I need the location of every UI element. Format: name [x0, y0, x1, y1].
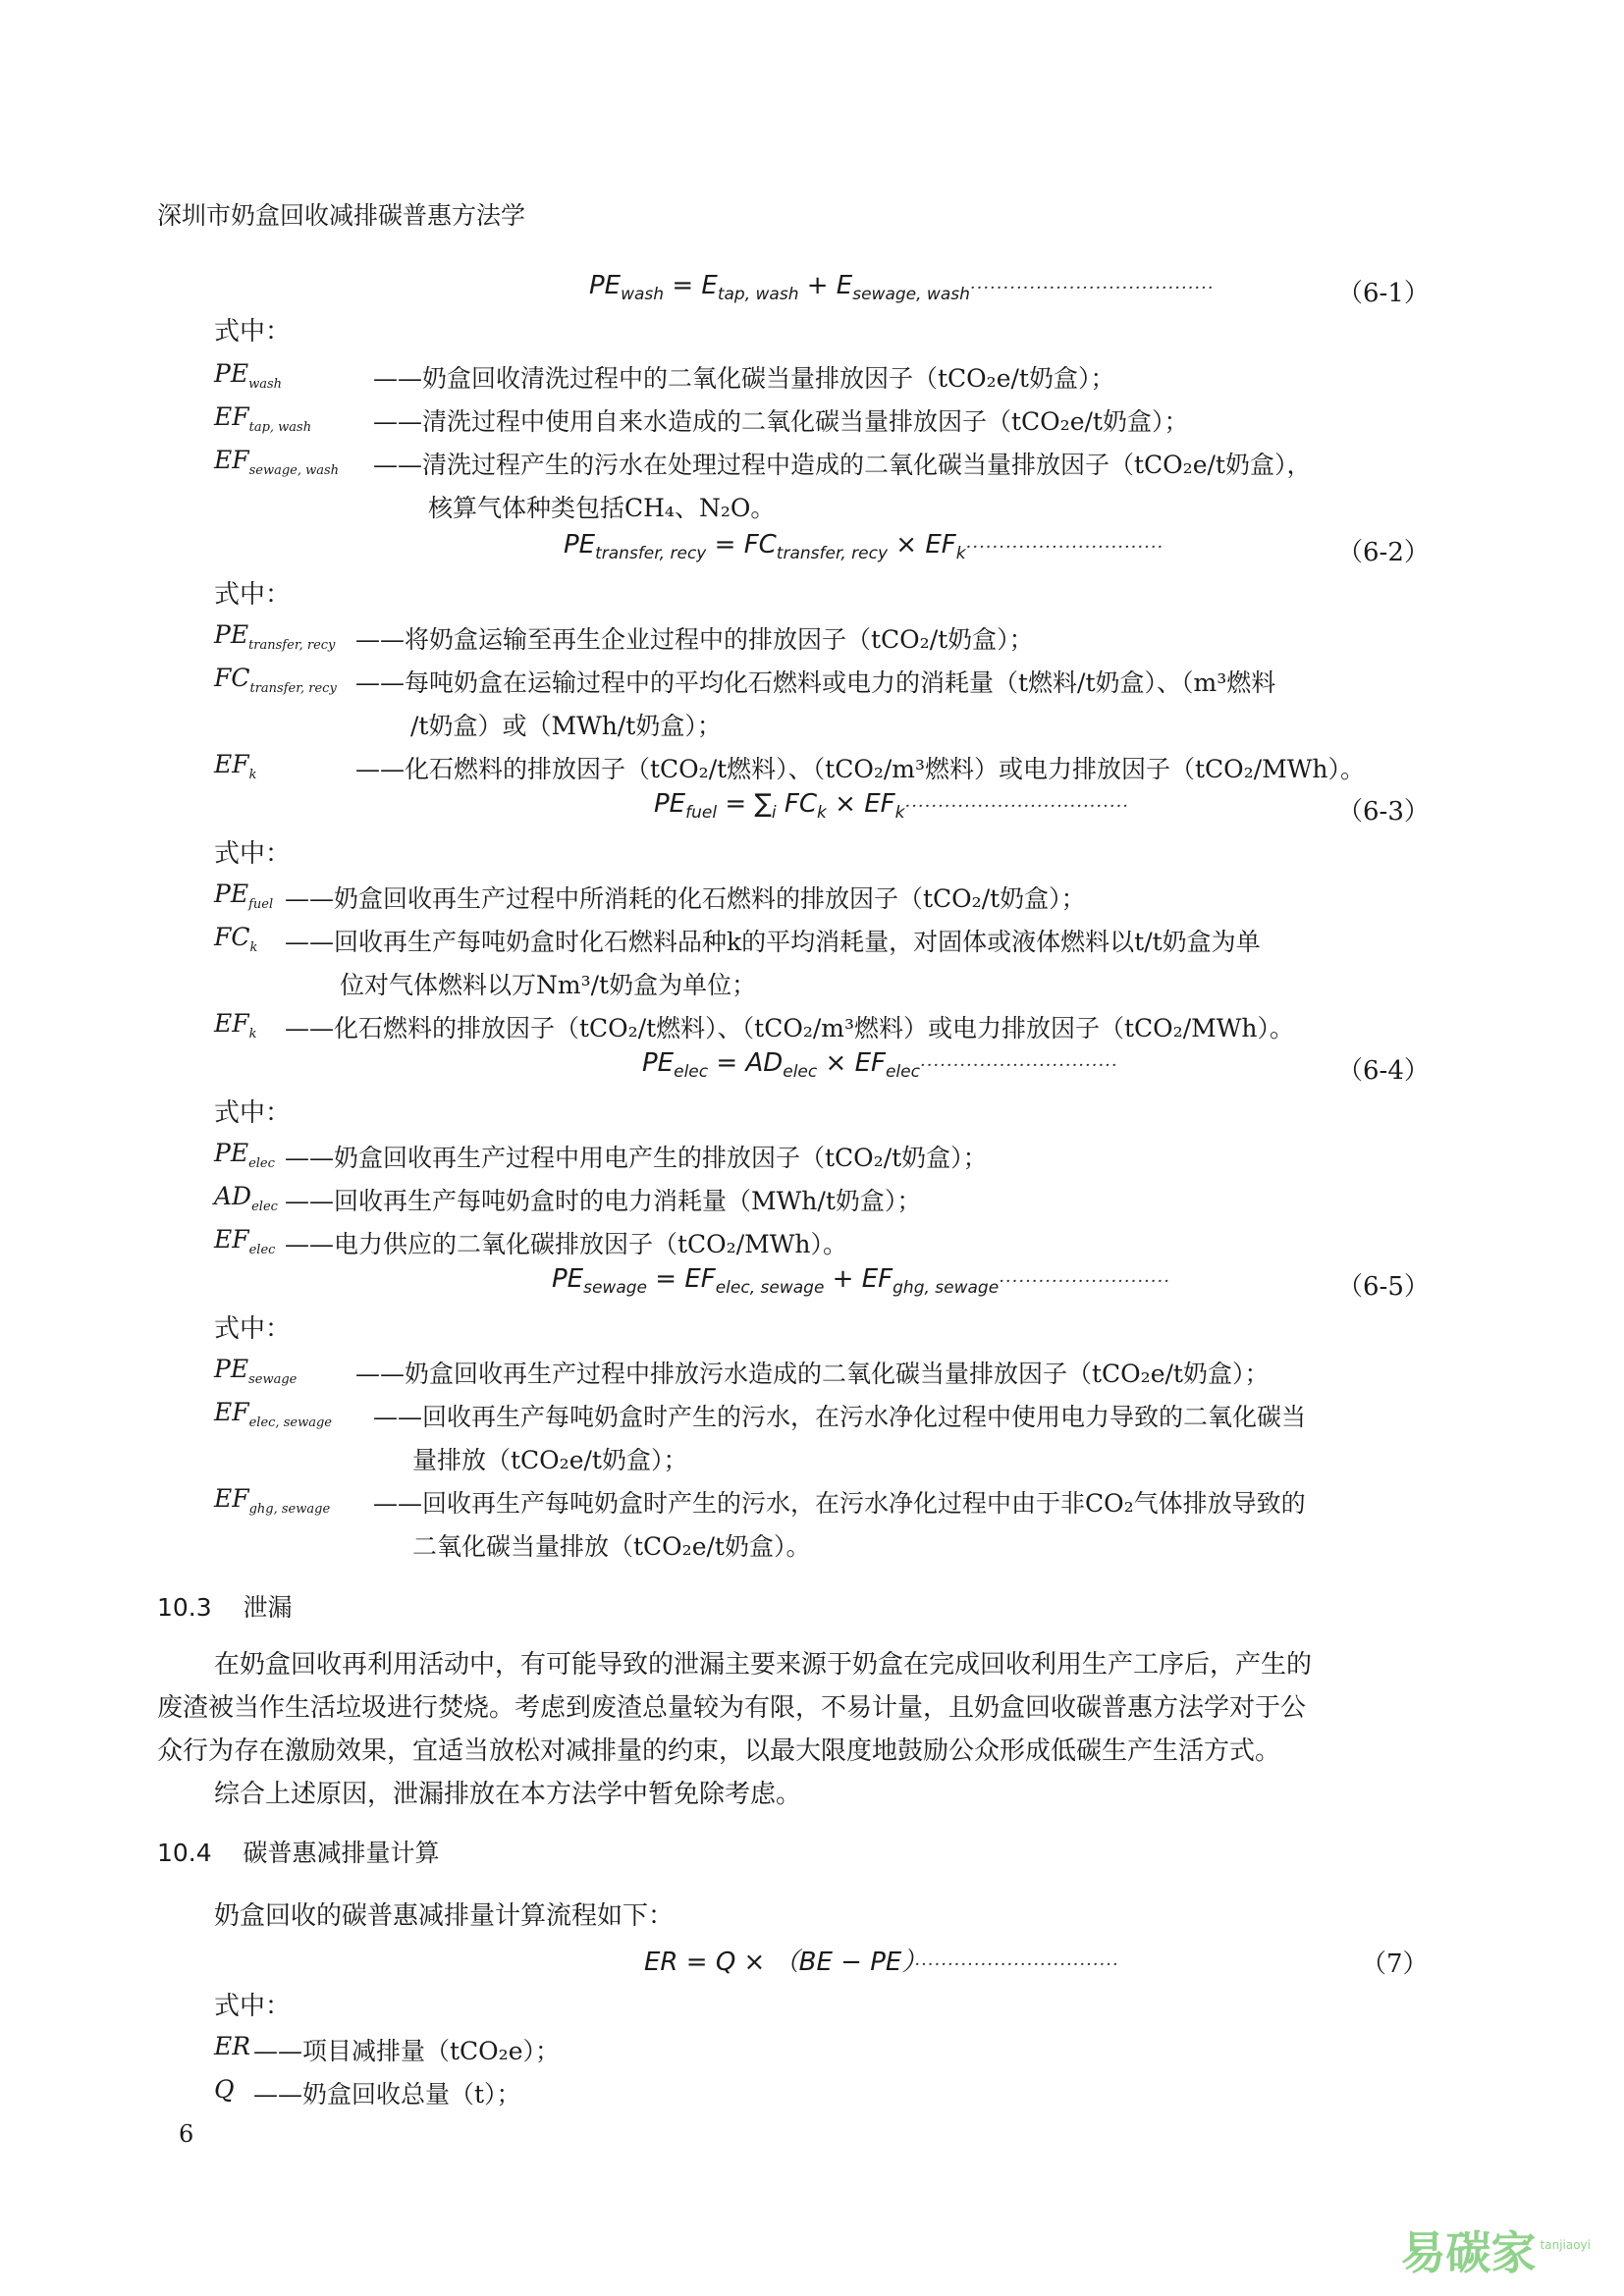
- symbol: $EF_{ghg, sewage}$: [214, 1484, 331, 1517]
- where-label: 式中：: [214, 317, 292, 347]
- symbol: $FC_k$: [214, 923, 258, 955]
- definition-text: ——项目减排量（tCO₂e）；: [253, 2037, 560, 2065]
- definition-text: ——清洗过程产生的污水在处理过程中造成的二氧化碳当量排放因子（tCO₂e/t奶盒），: [373, 451, 1312, 479]
- symbol: $EF_k$: [214, 1009, 257, 1041]
- definition-continuation: /t奶盒）或（MWh/t奶盒）；: [410, 712, 722, 740]
- definition-continuation: 核算气体种类包括CH₄、N₂O。: [428, 494, 776, 522]
- definition-continuation: 二氧化碳当量排放（tCO₂e/t奶盒）。: [412, 1532, 811, 1561]
- definition-text: ——回收再生产每吨奶盒时的电力消耗量（MWh/t奶盒）；: [285, 1187, 922, 1215]
- symbol: $EF_{sewage, wash}$: [214, 446, 340, 478]
- definition-text: ——化石燃料的排放因子（tCO₂/t燃料）、（tCO₂/m³燃料）或电力排放因子（tCO₂/MWh）。: [355, 755, 1366, 783]
- equation-7: ER = Q × （BE − PE）·······························: [644, 1948, 1119, 1977]
- equation-number: （6-4）: [1337, 1056, 1430, 1086]
- paragraph-line: 众行为存在激励效果，宜适当放松对减排量的约束，以最大限度地鼓励公众形成低碳生产生活方式。: [157, 1736, 1281, 1766]
- equation-number: （6-3）: [1337, 797, 1430, 827]
- equation-number: （6-1）: [1337, 279, 1430, 308]
- where-label: 式中：: [214, 839, 292, 869]
- symbol: $EF_{elec}$: [214, 1225, 276, 1257]
- symbol: $PE_{elec}$: [214, 1139, 275, 1171]
- section-heading-10-3: 10.3 泄漏: [157, 1593, 293, 1622]
- symbol: $AD_{elec}$: [214, 1182, 278, 1214]
- paragraph-line: 在奶盒回收再利用活动中，有可能导致的泄漏主要来源于奶盒在完成回收利用生产工序后，产生的: [214, 1650, 1313, 1680]
- equation-6-3: $PE_{fuel} = \sum_i$ $FC_k \times EF_k\cdot\cdot\cdot\cdot\cdot\cdot\cdot\cdot\cdot\cdot\cdot\cdot\cdot\cdot\cdot\cdot\cdot\cdot\cdot\cdot\cdot\cdot\cdot\cdot\cdot\cdot\cdot\cdot\cdot\cdot\cdot\cdot\cdot\cdot$: [654, 789, 1130, 823]
- definition-text: ——奶盒回收总量（t）；: [253, 2080, 521, 2109]
- equation-6-4: $PE_{elec} = AD_{elec} \times EF_{elec}\cdot\cdot\cdot\cdot\cdot\cdot\cdot\cdot\cdot\cdot\cdot\cdot\cdot\cdot\cdot\cdot\cdot\cdot\cdot\cdot\cdot\cdot\cdot\cdot\cdot\cdot\cdot\cdot\cdot\cdot$: [642, 1048, 1118, 1082]
- symbol: ER: [214, 2032, 251, 2060]
- definition-text: ——奶盒回收清洗过程中的二氧化碳当量排放因子（tCO₂e/t奶盒）；: [373, 364, 1115, 393]
- definition-text: ——电力供应的二氧化碳排放因子（tCO₂/MWh）。: [285, 1230, 848, 1258]
- definition-text: ——清洗过程中使用自来水造成的二氧化碳当量排放因子（tCO₂e/t奶盒）；: [373, 407, 1189, 436]
- equation-number: （6-5）: [1337, 1272, 1430, 1302]
- document-header: 深圳市奶盒回收减排碳普惠方法学: [157, 201, 526, 230]
- symbol: $PE_{transfer, recy}$: [214, 620, 336, 653]
- definition-text: ——化石燃料的排放因子（tCO₂/t燃料）、（tCO₂/m³燃料）或电力排放因子（tCO₂/MWh）。: [285, 1014, 1295, 1042]
- equation-6-5: $PE_{sewage} = EF_{elec, sewage} + EF_{ghg, sewage}\cdot\cdot\cdot\cdot\cdot\cdot\cdot\cdot\cdot\cdot\cdot\cdot\cdot\cdot\cdot\cdot\cdot\cdot\cdot\cdot\cdot\cdot\cdot\cdot\cdot\cdot$: [552, 1264, 1170, 1298]
- definition-text: ——将奶盒运输至再生企业过程中的排放因子（tCO₂/t奶盒）；: [355, 625, 1034, 654]
- where-label: 式中：: [214, 1314, 292, 1344]
- where-label: 式中：: [214, 1098, 292, 1128]
- page-number: 6: [179, 2120, 194, 2148]
- symbol: $FC_{transfer, recy}$: [214, 664, 337, 696]
- definition-continuation: 量排放（tCO₂e/t奶盒）；: [412, 1446, 688, 1474]
- symbol: $EF_k$: [214, 750, 257, 782]
- definition-text: ——回收再生产每吨奶盒时产生的污水，在污水净化过程中使用电力导致的二氧化碳当: [373, 1403, 1307, 1431]
- definition-continuation: 位对气体燃料以万Nm³/t奶盒为单位；: [340, 971, 757, 999]
- where-label: 式中：: [214, 1992, 292, 2021]
- definition-text: ——奶盒回收再生产过程中排放污水造成的二氧化碳当量排放因子（tCO₂e/t奶盒）；: [355, 1360, 1270, 1388]
- equation-6-2: $PE_{transfer, recy} = FC_{transfer, recy} \times EF_k\cdot\cdot\cdot\cdot\cdot\cdot\cdot\cdot\cdot\cdot\cdot\cdot\cdot\cdot\cdot\cdot\cdot\cdot\cdot\cdot\cdot\cdot\cdot\cdot\cdot\cdot\cdot\cdot\cdot\cdot$: [564, 530, 1164, 563]
- where-label: 式中：: [214, 580, 292, 610]
- paragraph-line: 奶盒回收的碳普惠减排量计算流程如下：: [214, 1901, 675, 1931]
- symbol: $PE_{sewage}$: [214, 1355, 298, 1387]
- symbol: $PE_{fuel}$: [214, 880, 274, 912]
- symbol: $EF_{elec, sewage}$: [214, 1398, 332, 1430]
- paragraph-line: 废渣被当作生活垃圾进行焚烧。考虑到废渣总量较为有限，不易计量，且奶盒回收碳普惠方法学对于公: [157, 1693, 1307, 1723]
- equation-6-1: $PE_{wash} = E_{tap, wash} + E_{sewage, wash}\cdot\cdot\cdot\cdot\cdot\cdot\cdot\cdot\cdot\cdot\cdot\cdot\cdot\cdot\cdot\cdot\cdot\cdot\cdot\cdot\cdot\cdot\cdot\cdot\cdot\cdot\cdot\cdot\cdot\cdot\cdot\cdot\cdot\cdot\cdot\cdot\cdot$: [589, 271, 1215, 304]
- definition-text: ——回收再生产每吨奶盒时产生的污水，在污水净化过程中由于非CO₂气体排放导致的: [373, 1489, 1306, 1518]
- definition-text: ——回收再生产每吨奶盒时化石燃料品种k的平均消耗量，对固体或液体燃料以t/t奶盒为单: [285, 928, 1261, 956]
- symbol: $EF_{tap, wash}$: [214, 402, 312, 435]
- definition-text: ——奶盒回收再生产过程中所消耗的化石燃料的排放因子（tCO₂/t奶盒）；: [285, 884, 1086, 913]
- watermark-logo: 易碳家 $^{tanjiaoyi}$: [1400, 2226, 1591, 2279]
- equation-number: （7）: [1361, 1949, 1429, 1979]
- paragraph-line: 综合上述原因，泄漏排放在本方法学中暂免除考虑。: [214, 1780, 802, 1809]
- symbol: $PE_{wash}$: [214, 359, 282, 392]
- symbol: Q: [214, 2075, 235, 2104]
- section-heading-10-4: 10.4 碳普惠减排量计算: [157, 1839, 440, 1867]
- definition-text: ——奶盒回收再生产过程中用电产生的排放因子（tCO₂/t奶盒）；: [285, 1144, 988, 1172]
- equation-number: （6-2）: [1337, 538, 1430, 567]
- definition-text: ——每吨奶盒在运输过程中的平均化石燃料或电力的消耗量（t燃料/t奶盒）、（m³燃料: [355, 668, 1276, 697]
